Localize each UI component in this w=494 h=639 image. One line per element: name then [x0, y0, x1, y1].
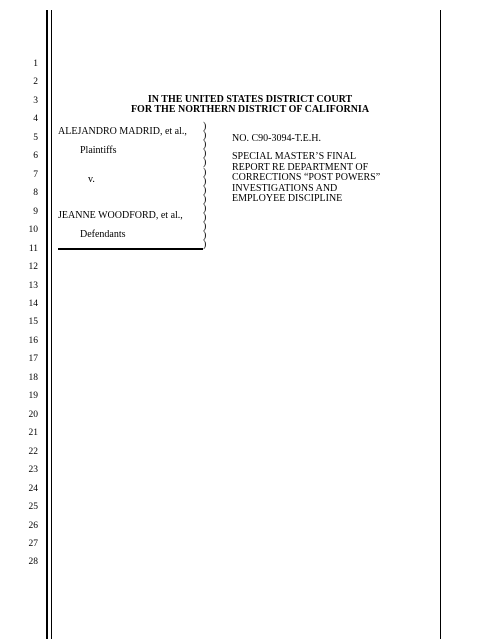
court-name-line-1: IN THE UNITED STATES DISTRICT COURT [147, 94, 353, 105]
line-number: 7 [33, 169, 38, 180]
line-number: 14 [28, 298, 38, 309]
plaintiff-role: Plaintiffs [80, 145, 117, 156]
document-title-line: REPORT RE DEPARTMENT OF [232, 161, 369, 173]
line-number: 23 [28, 465, 38, 476]
court-name-line-2: FOR THE NORTHERN DISTRICT OF CALIFORNIA [130, 104, 370, 115]
right-margin-rule [440, 10, 441, 639]
line-number: 11 [28, 243, 38, 254]
caption-paren: ) [203, 193, 207, 205]
document-title [232, 152, 380, 205]
line-number: 6 [33, 151, 38, 162]
line-number: 26 [28, 520, 38, 531]
caption-paren: ) [203, 230, 207, 242]
line-number: 15 [28, 317, 38, 328]
line-number: 3 [33, 95, 38, 106]
document-title-line: SPECIAL MASTER’S FINAL [232, 151, 357, 162]
case-number: NO. C90-3094-T.E.H. [232, 133, 321, 144]
left-margin-rule-thin [51, 10, 52, 639]
line-number: 8 [33, 188, 38, 199]
line-number: 1 [33, 59, 38, 69]
line-number: 16 [28, 335, 38, 346]
line-number: 28 [28, 557, 38, 568]
document-title-line: EMPLOYEE DISCIPLINE [232, 193, 343, 204]
caption-paren: ) [203, 139, 207, 151]
versus: v. [88, 174, 95, 185]
caption-paren: ) [203, 121, 207, 132]
caption-paren: ) [203, 166, 207, 178]
line-number: 4 [33, 114, 38, 125]
line-number: 12 [28, 262, 38, 273]
defendant-role: Defendants [80, 229, 126, 240]
caption-underline [58, 248, 203, 250]
caption-paren: ) [203, 148, 207, 160]
line-number: 10 [28, 225, 38, 236]
caption-paren: ) [203, 239, 207, 251]
line-number: 9 [33, 206, 38, 217]
caption-paren: ) [203, 157, 207, 169]
caption-paren: ) [203, 130, 207, 142]
line-number: 24 [28, 483, 38, 494]
plaintiff-name: ALEJANDRO MADRID, et al., [58, 126, 187, 137]
caption-paren: ) [203, 221, 207, 233]
left-margin-rule-thick [46, 10, 48, 639]
line-number: 5 [33, 132, 38, 143]
line-number: 25 [28, 502, 38, 513]
document-title-line: CORRECTIONS “POST POWERS” [232, 172, 381, 183]
caption-paren: ) [203, 212, 207, 223]
line-number: 21 [28, 428, 38, 439]
line-number: 18 [28, 372, 38, 383]
line-number: 19 [28, 391, 38, 402]
caption-paren: ) [203, 202, 207, 214]
caption-paren: ) [203, 175, 207, 187]
line-number: 20 [28, 409, 38, 420]
line-number: 27 [28, 538, 38, 549]
document-title-line: INVESTIGATIONS AND [232, 182, 338, 194]
line-number: 17 [28, 354, 38, 365]
line-number: 2 [33, 77, 38, 88]
defendant-name: JEANNE WOODFORD, et al., [58, 210, 183, 221]
caption-paren: ) [203, 184, 207, 196]
line-number: 13 [28, 280, 38, 291]
line-number: 22 [28, 446, 38, 457]
